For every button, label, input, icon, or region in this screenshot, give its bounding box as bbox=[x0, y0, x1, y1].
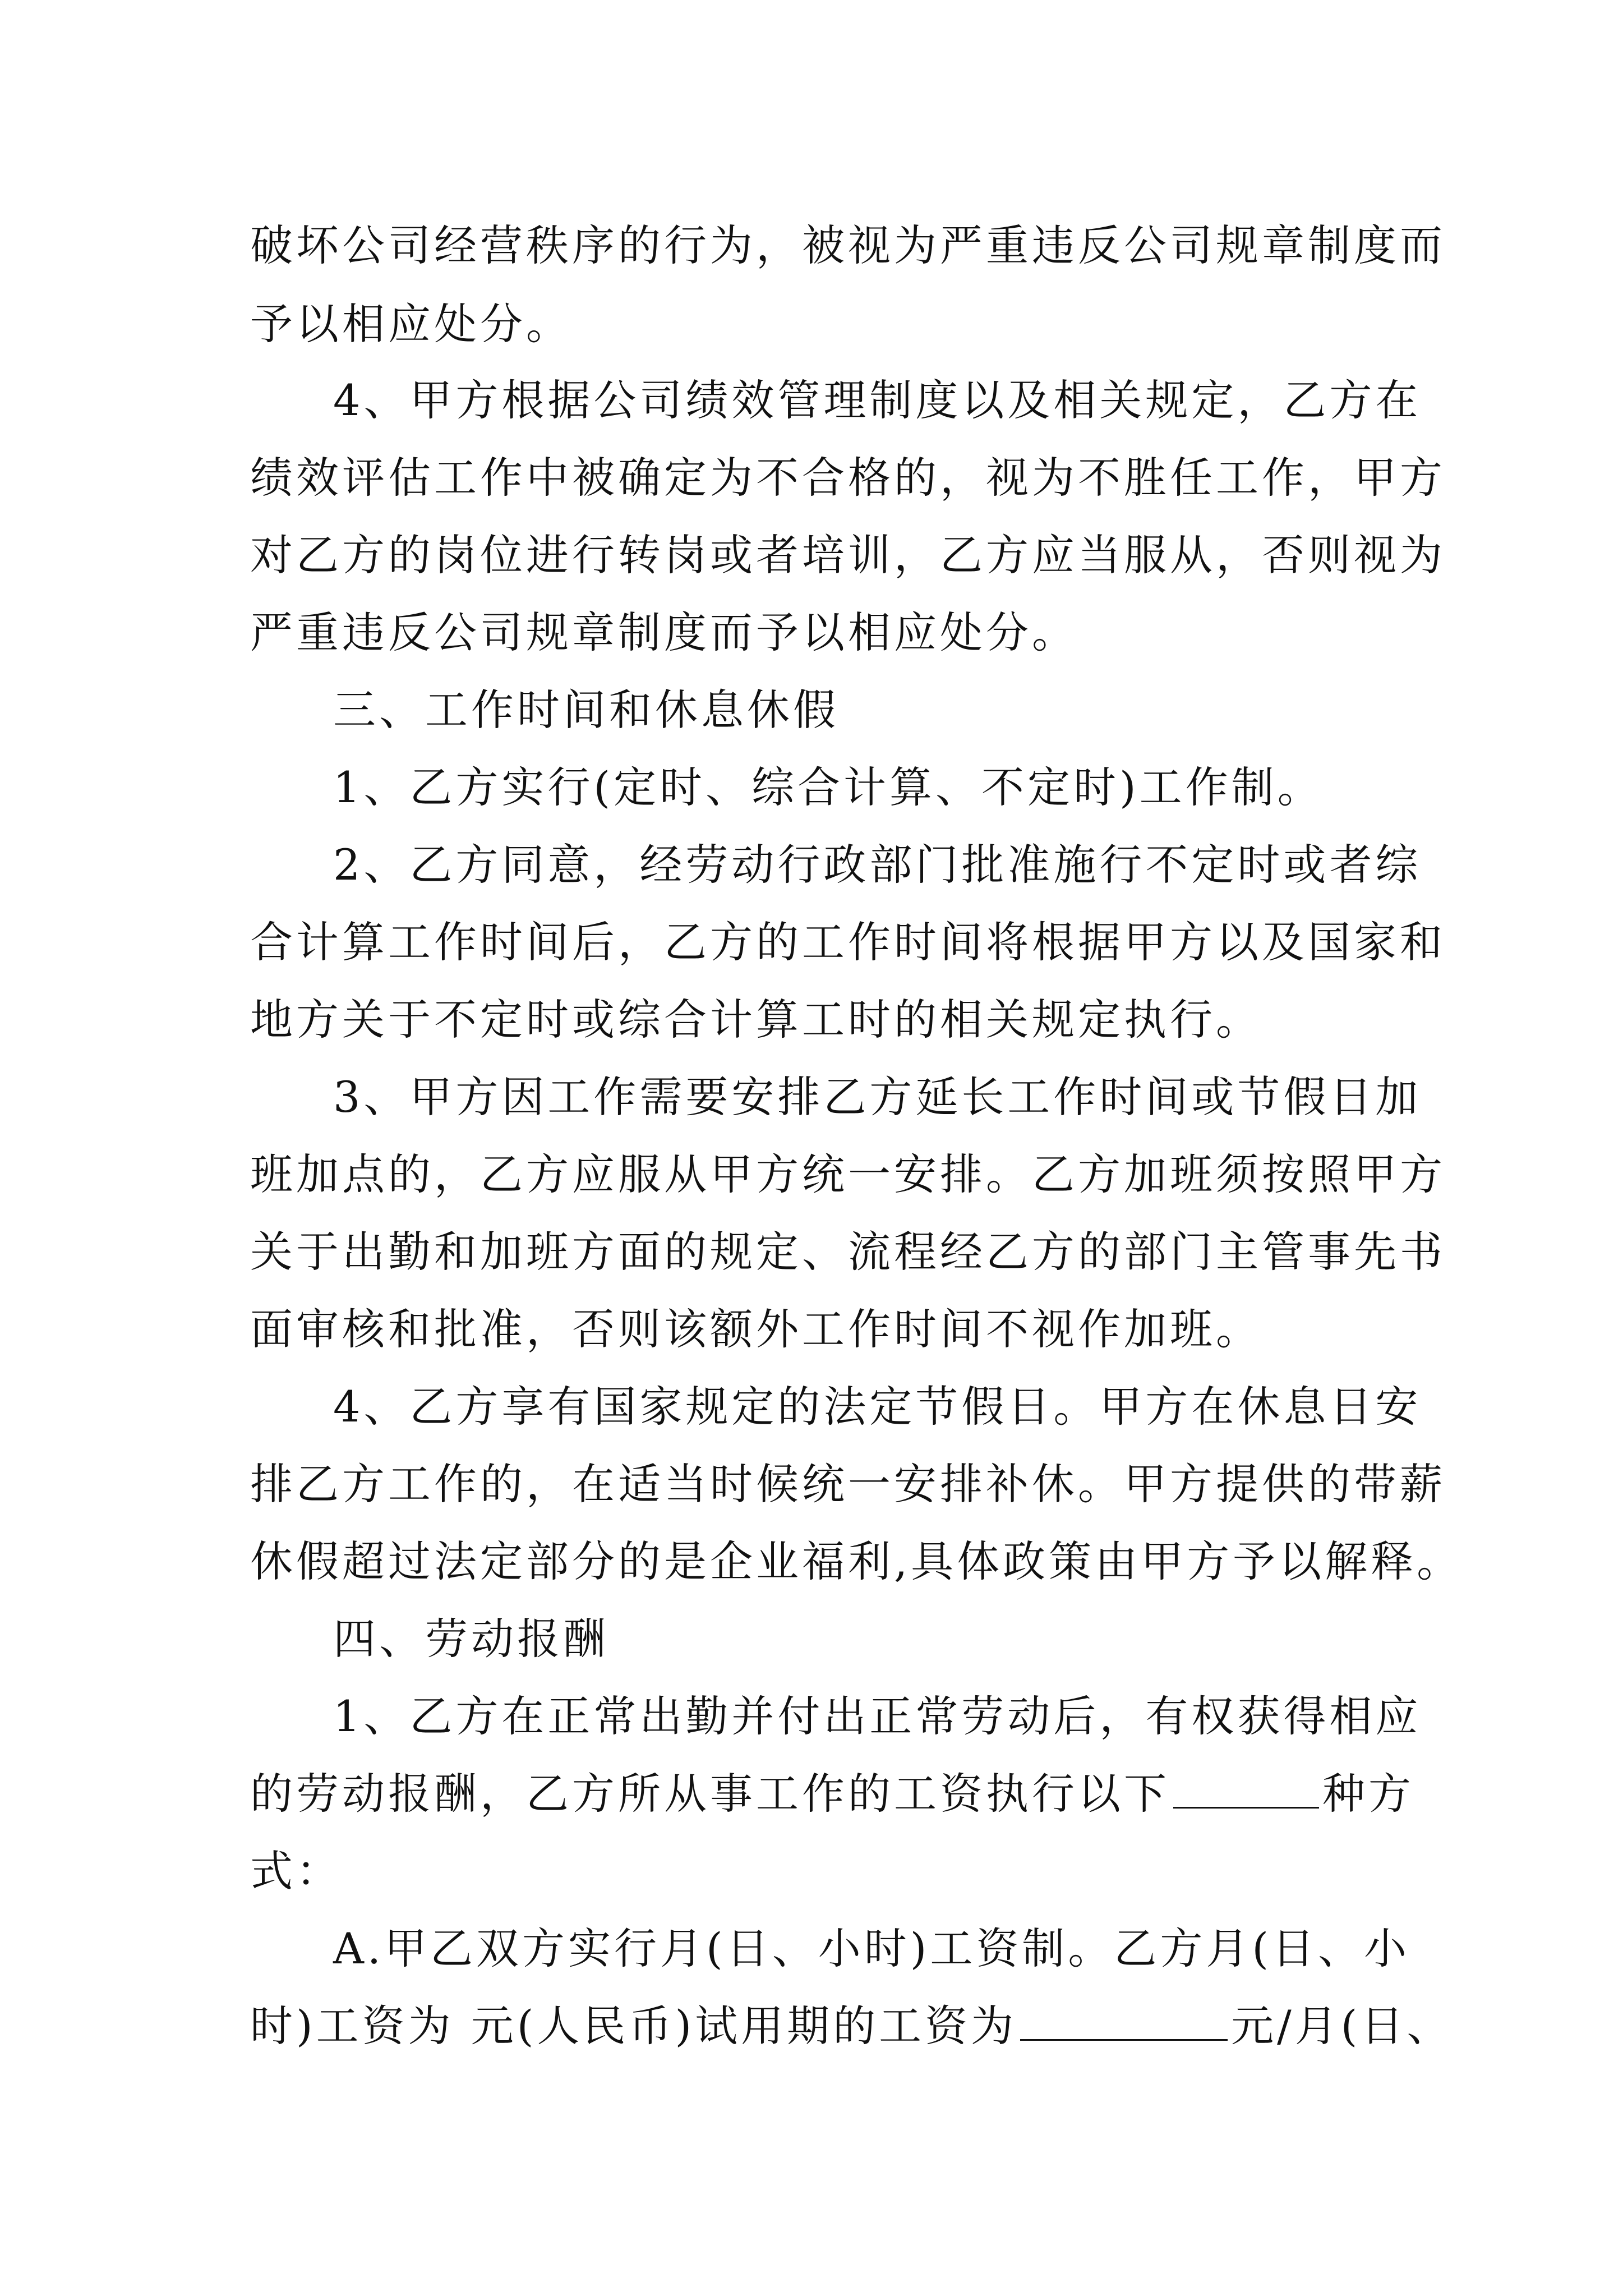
paragraph-text: 种方 bbox=[1322, 1769, 1414, 1819]
paragraph-line: 休假超过法定部分的是企业福利,具体政策由甲方予以解释。 bbox=[250, 1536, 1463, 1586]
paragraph-line: 合计算工作时间后，乙方的工作时间将根据甲方以及国家和 bbox=[250, 917, 1446, 967]
paragraph-line: 4、甲方根据公司绩效管理制度以及相关规定，乙方在 bbox=[333, 375, 1422, 425]
paragraph-line: 班加点的，乙方应服从甲方统一安排。乙方加班须按照甲方 bbox=[250, 1149, 1446, 1199]
paragraph-text: 元/月(日、 bbox=[1231, 2001, 1453, 2051]
paragraph-line: 2、乙方同意，经劳动行政部门批准施行不定时或者综 bbox=[333, 840, 1422, 890]
fill-in-blank bbox=[1020, 2039, 1228, 2041]
paragraph-line: 1、乙方实行(定时、综合计算、不定时)工作制。 bbox=[333, 762, 1324, 812]
paragraph-line: A.甲乙双方实行月(日、小时)工资制。乙方月(日、小 bbox=[333, 1924, 1410, 1973]
section-heading: 三、工作时间和休息休假 bbox=[333, 685, 839, 735]
paragraph-line: 予以相应处分。 bbox=[250, 299, 572, 349]
paragraph-line: 排乙方工作的，在适当时候统一安排补休。甲方提供的带薪 bbox=[250, 1459, 1446, 1509]
paragraph-line: 关于出勤和加班方面的规定、流程经乙方的部门主管事先书 bbox=[250, 1227, 1446, 1277]
paragraph-line bbox=[250, 1769, 1414, 1819]
paragraph-line: 绩效评估工作中被确定为不合格的，视为不胜任工作，甲方 bbox=[250, 453, 1446, 503]
paragraph-line: 地方关于不定时或综合计算工时的相关规定执行。 bbox=[250, 995, 1262, 1045]
paragraph-line: 3、甲方因工作需要安排乙方延长工作时间或节假日加 bbox=[333, 1072, 1422, 1122]
fill-in-blank bbox=[1173, 1807, 1319, 1809]
paragraph-line: 4、乙方享有国家规定的法定节假日。甲方在休息日安 bbox=[333, 1382, 1422, 1432]
paragraph-text: 的劳动报酬，乙方所从事工作的工资执行以下 bbox=[250, 1769, 1170, 1819]
paragraph-line: 式： bbox=[250, 1846, 342, 1896]
paragraph-line: 1、乙方在正常出勤并付出正常劳动后，有权获得相应 bbox=[333, 1691, 1422, 1741]
paragraph-text: 时)工资为 元(人民币)试用期的工资为 bbox=[250, 2001, 1017, 2051]
paragraph-line: 严重违反公司规章制度而予以相应处分。 bbox=[250, 608, 1078, 657]
paragraph-line: 对乙方的岗位进行转岗或者培训，乙方应当服从，否则视为 bbox=[250, 530, 1446, 580]
paragraph-line bbox=[250, 2001, 1453, 2051]
section-heading: 四、劳动报酬 bbox=[333, 1614, 609, 1664]
paragraph-line: 面审核和批准，否则该额外工作时间不视作加班。 bbox=[250, 1304, 1262, 1354]
paragraph-line: 破坏公司经营秩序的行为，被视为严重违反公司规章制度而 bbox=[250, 220, 1446, 270]
